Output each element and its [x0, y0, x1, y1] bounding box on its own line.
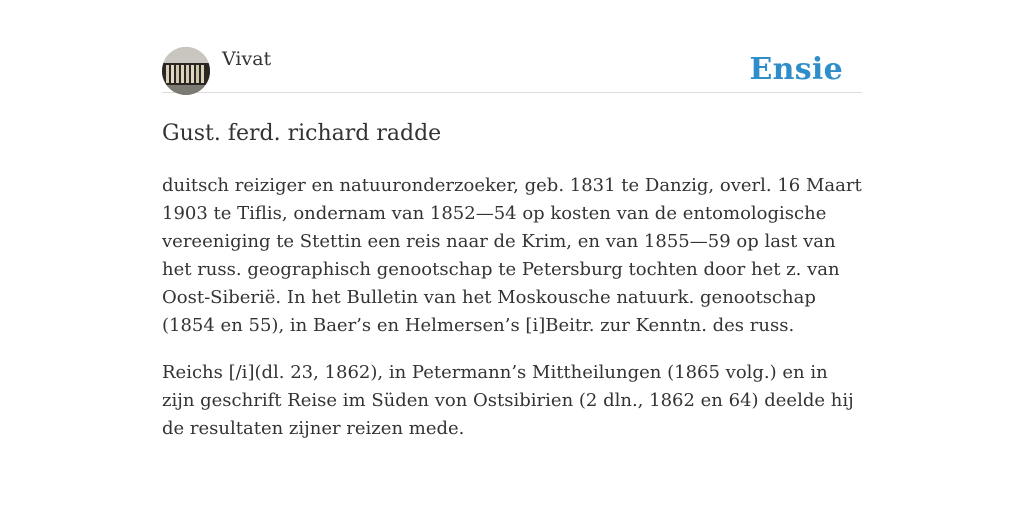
entry-title: Gust. ferd. richard radde	[162, 121, 442, 146]
source-name[interactable]: Vivat	[222, 48, 272, 70]
brand-logo[interactable]: Ensie	[749, 52, 843, 87]
entry-header	[162, 46, 862, 93]
entry-paragraph: Reichs [/i](dl. 23, 1862), in Petermann’s Mittheilungen (1865 volg.) en in zijn geschrift Reise im Süden von Ostsibirien (2 dln., 1862 en 64) deelde hij de resultaten zijner reizen mede.	[162, 362, 854, 439]
source-avatar[interactable]	[162, 47, 210, 95]
entry-card	[162, 46, 862, 443]
bookshelf-icon	[162, 47, 210, 95]
entry-paragraph: duitsch reiziger en natuuronderzoeker, geb. 1831 te Danzig, overl. 16 Maart 1903 te Tiflis, ondernam van 1852—54 op kosten van de entomologische vereeniging te Stettin een reis naar de Krim, en van 1855—59 op last van het russ. geographisch genootschap te Petersburg tochten door het z. van Oost-Siberië. In het Bulletin van het Moskousche natuurk. genootschap (1854 en 55), in Baer’s en Helmersen’s [i]Beitr. zur Kenntn. des russ.	[162, 175, 862, 336]
